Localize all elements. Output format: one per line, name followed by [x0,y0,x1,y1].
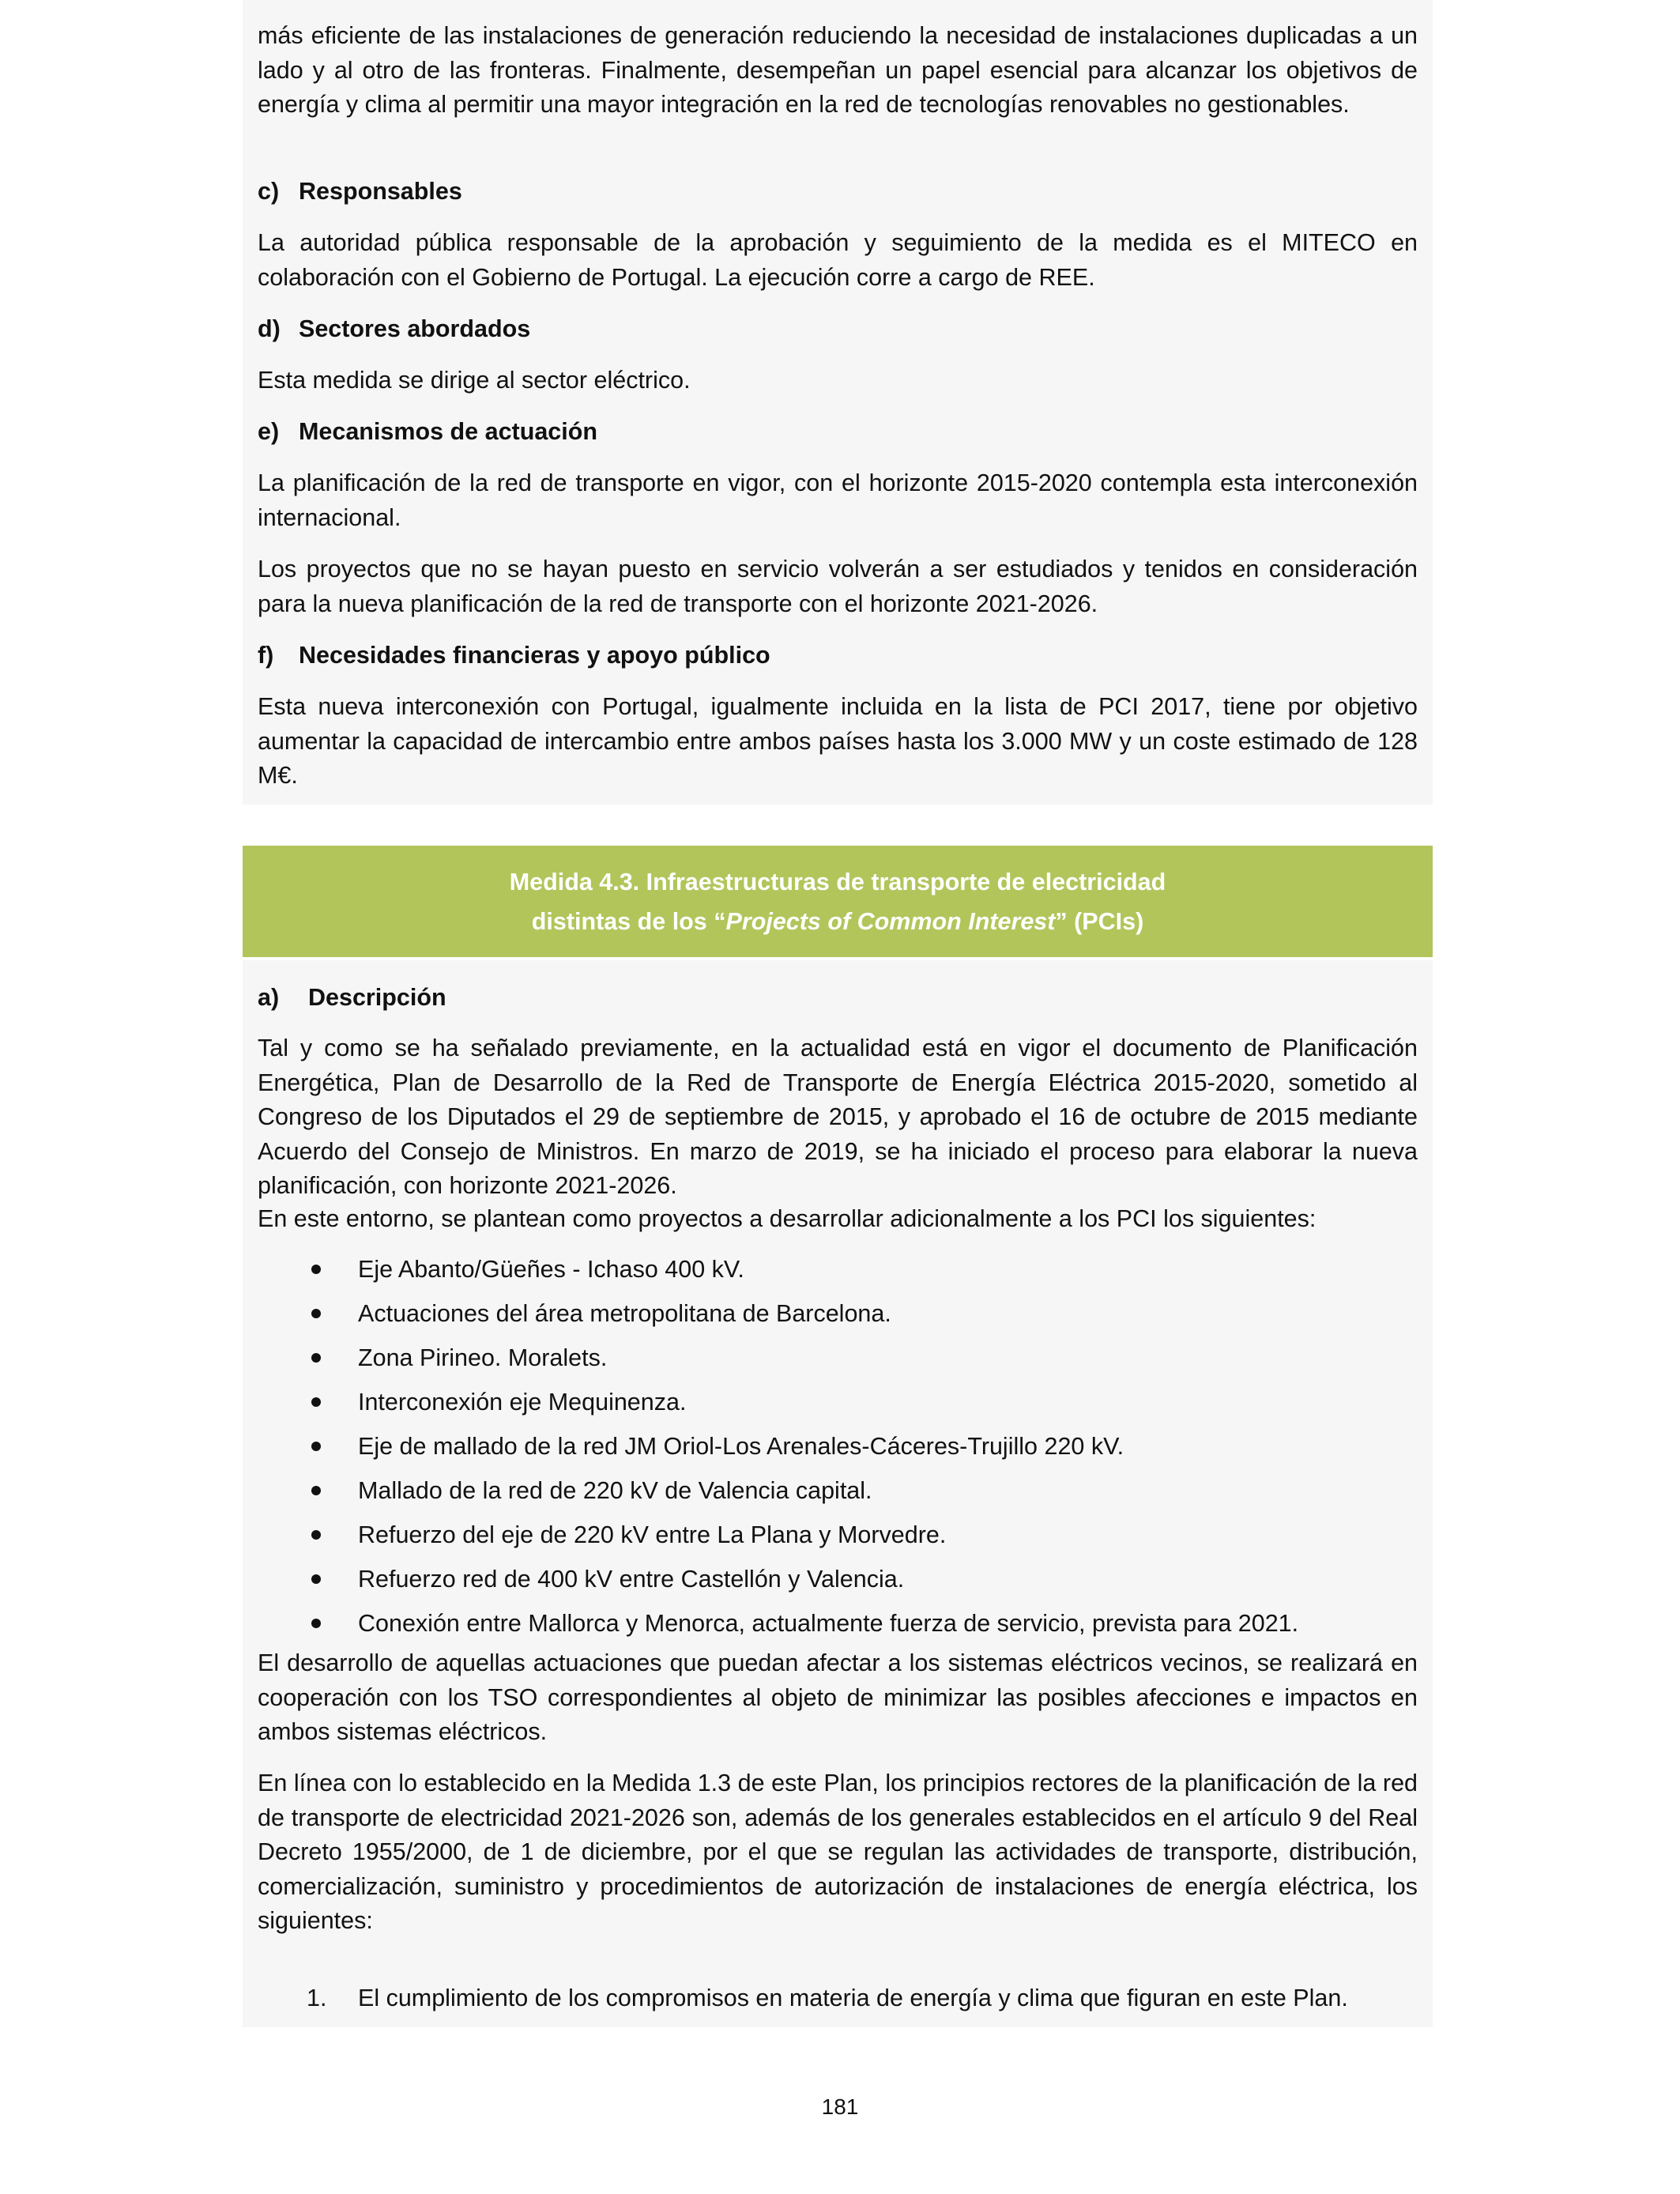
section-title: Descripción [308,984,446,1011]
list-number: 1. [307,1985,327,2011]
section-letter: c) [258,178,280,205]
page-number: 181 [821,2094,859,2119]
section-title: Responsables [299,178,462,205]
description-paragraph-4: En línea con lo establecido en la Medida 1.3 de este Plan, los principios rectores de la planificación de la red de transporte de electricidad 2021-2026 son, además de los generales establecidos en el artículo 9 del Real Decreto 1955/2000, de 1 de diciembre, por el que se regulan las actividades de transporte, distribución, comercialización, suministro y procedimientos de autorización de instalaciones de energía eléctrica, los siguientes: [258,1770,1418,1934]
measure-title-suffix: ” (PCIs) [1055,907,1144,935]
intro-paragraph: más eficiente de las instalaciones de generación reduciendo la necesidad de instalaciones duplicadas a un lado y al otro de las fronteras. Finalmente, desempeñan un papel esencial para alcanzar los objetivos de energía y clima al permitir una mayor integración en la red de tecnologías renovables no gestionables. [258,22,1418,118]
bullet-icon [311,1574,321,1584]
section-title: Mecanismos de actuación [299,418,597,445]
section-c-paragraph: La autoridad pública responsable de la aprobación y seguimiento de la medida es el MITECO en colaboración con el Gobierno de Portugal. La ejecución corre a cargo de REE. [258,229,1418,291]
bullet-icon [311,1486,321,1495]
top-content-panel [243,0,1433,805]
section-c-heading [258,175,462,209]
section-title: Sectores abordados [299,315,531,342]
bullet-icon [311,1442,321,1451]
description-paragraph-1: Tal y como se ha señalado previamente, en la actualidad está en vigor el documento de Planificación Energética, Plan de Desarrollo de la Red de Transporte de Energía Eléctrica 2015-2020, sometido al Congreso de los Diputados el 29 de septiembre de 2015, y aprobado el 16 de octubre de 2015 mediante Acuerdo del Consejo de Ministros. En marzo de 2019, se ha iniciado el proceso para elaborar la nueva planificación, con horizonte 2021-2026. [258,1035,1418,1199]
section-letter: d) [258,315,281,342]
bullet-icon [311,1309,321,1318]
section-letter: f) [258,642,274,669]
measure-title-italic: Projects of Common Interest [725,907,1056,935]
section-d-heading [258,312,530,347]
bullet-icon [311,1353,321,1363]
section-letter: e) [258,418,280,445]
measure-title-line-1: Medida 4.3. Infraestructuras de transporte de electricidad [509,868,1166,895]
list-item-text: El cumplimiento de los compromisos en materia de energía y clima que figuran en este Plan. [358,1985,1348,2011]
bullet-icon [311,1397,321,1407]
section-e-heading [258,415,597,450]
bullet-icon [311,1265,321,1274]
description-paragraph-3: El desarrollo de aquellas actuaciones que puedan afectar a los sistemas eléctricos vecinos, se realizará en cooperación con los TSO correspondientes al objeto de minimizar las posibles afecciones e impactos en ambos sistemas eléctricos. [258,1649,1418,1745]
description-paragraph-2: En este entorno, se plantean como proyectos a desarrollar adicionalmente a los PCI los siguientes: [258,1205,1317,1232]
section-title: Necesidades financieras y apoyo público [299,642,770,669]
section-f-heading [258,639,770,673]
section-e-paragraph-2: Los proyectos que no se hayan puesto en servicio volverán a ser estudiados y tenidos en consideración para la nueva planificación de la red de transporte con el horizonte 2021-2026. [258,556,1418,617]
bullet-icon [311,1530,321,1540]
section-letter: a) [258,984,280,1011]
measure-title-banner [243,846,1433,957]
section-f-paragraph: Esta nueva interconexión con Portugal, igualmente incluida en la lista de PCI 2017, tiene por objetivo aumentar la capacidad de intercambio entre ambos países hasta los 3.000 MW y un coste estimado de 128 M€. [258,693,1418,789]
section-e-paragraph-1: La planificación de la red de transporte en vigor, con el horizonte 2015-2020 contempla esta interconexión internacional. [258,469,1418,531]
section-a-heading [258,981,446,1016]
measure-title-line-2 [243,902,1433,941]
measure-title-prefix: distintas de los “ [531,907,726,935]
measure-content-panel: a) Descripción Tal y como se ha señalado previamente, en la actualidad está en vigor el documento de Planificación Energética, Plan de Desarrollo de la Red de Transporte de Energía Eléctrica 2015-2020, sometido al Congreso de los Diputados el 29 de septiembre de 2015, y aprobado el 16 de octubre de 2015 mediante Acuerdo del Consejo de Ministros. En marzo de 2019, se ha iniciado el proceso para elaborar la nueva planificación, con horizonte 2021-2026. En este entorno, se plantean como proyectos a desarrollar adicionalmente a los PCI los siguientes: Eje Abanto/Güeñes - Ichaso 400 kV. Actuaciones del área metropolitana de Barcelona. Zona Pirineo. Moralets. Interconexión eje Mequinenza. Eje de mallado de la red JM Oriol-Los Arenales-Cáceres-Trujillo 220 kV. Mallado de la red de 220 kV de Valencia capital. Refuerzo del eje de 220 kV entre La Plana y Morvedre. Refuerzo red de 400 kV entre Castellón y Valencia. Conexión entre Mallorca y Menorca, actualmente fuerza de servicio, prevista para 2021. El desarrollo de aquellas actuaciones que puedan afectar a los sistemas eléctricos vecinos, se realizará en cooperación con los TSO correspondientes al objeto de minimizar las posibles afecciones e impactos en ambos sistemas eléctricos. En línea con lo establecido en la Medida 1.3 de este Plan, los principios rectores de la planificación de la red de transporte de electricidad 2021-2026 son, además de los generales establecidos en el artículo 9 del Real Decreto 1955/2000, de 1 de diciembre, por el que se regulan las actividades de transporte, distribución, comercialización, suministro y procedimientos de autorización de instalaciones de energía eléctrica, los siguientes: 1. El cumplimiento de los compromisos en materia de energía y clima que figuran en este Plan. [243,960,1433,2027]
section-d-paragraph: Esta medida se dirige al sector eléctrico. [258,367,691,394]
bullet-icon [311,1619,321,1628]
